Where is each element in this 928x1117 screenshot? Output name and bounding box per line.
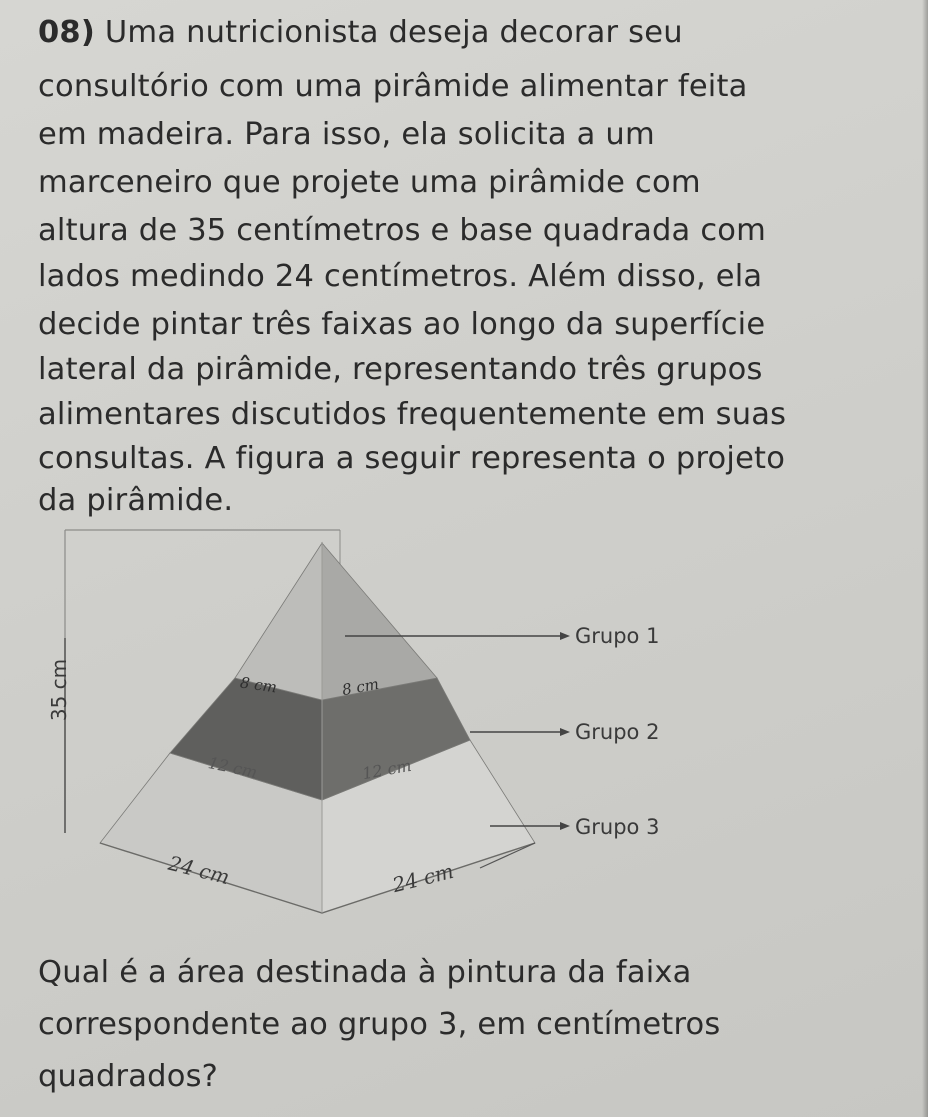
pyramid-figure	[47, 528, 790, 928]
base-left-label: 24 cm	[166, 850, 232, 890]
height-label: 35 cm	[47, 658, 72, 722]
question-line-2: consultório com uma pirâmide alimentar feita	[38, 69, 748, 104]
grupo2-arrowhead	[560, 728, 570, 736]
question-line-9: alimentares discutidos frequentemente em suas	[38, 397, 787, 432]
group1-right-face	[322, 543, 437, 700]
question-number: 08)	[38, 15, 95, 50]
question-line-1-text: Uma nutricionista deseja decorar seu	[104, 15, 683, 50]
top-band-right-label: 8 cm	[340, 674, 381, 700]
top-band-left-label: 8 cm	[238, 673, 279, 697]
question-line-10: consultas. A figura a seguir representa o projeto	[38, 441, 786, 476]
mid-band-left-label: 12 cm	[206, 753, 260, 782]
question-line-8: lateral da pirâmide, representando três grupos	[38, 352, 763, 387]
base-right-label: 24 cm	[390, 858, 456, 898]
grupo3-arrowhead	[560, 822, 570, 830]
grupo2-label: Grupo 2	[575, 720, 660, 744]
grupo1-label: Grupo 1	[575, 624, 660, 648]
mid-band-right-label: 12 cm	[360, 755, 413, 784]
grupo3-label: Grupo 3	[575, 815, 660, 839]
prompt-line-2: correspondente ao grupo 3, em centímetros	[38, 1007, 721, 1042]
question-line-1	[38, 15, 908, 50]
question-line-6: lados medindo 24 centímetros. Além disso, ela	[38, 259, 763, 294]
question-line-4: marceneiro que projete uma pirâmide com	[38, 165, 701, 200]
page-shadow-edge	[922, 0, 928, 1117]
question-line-11-text: da pirâmide.	[38, 483, 234, 518]
question-line-5: altura de 35 centímetros e base quadrada com	[38, 213, 767, 248]
question-line-3: em madeira. Para isso, ela solicita a um	[38, 117, 655, 152]
question-line-7: decide pintar três faixas ao longo da superfície	[38, 307, 766, 342]
grupo1-arrowhead	[560, 632, 570, 640]
prompt-line-3: quadrados?	[38, 1059, 219, 1094]
prompt-line-1: Qual é a área destinada à pintura da faixa	[38, 955, 692, 990]
